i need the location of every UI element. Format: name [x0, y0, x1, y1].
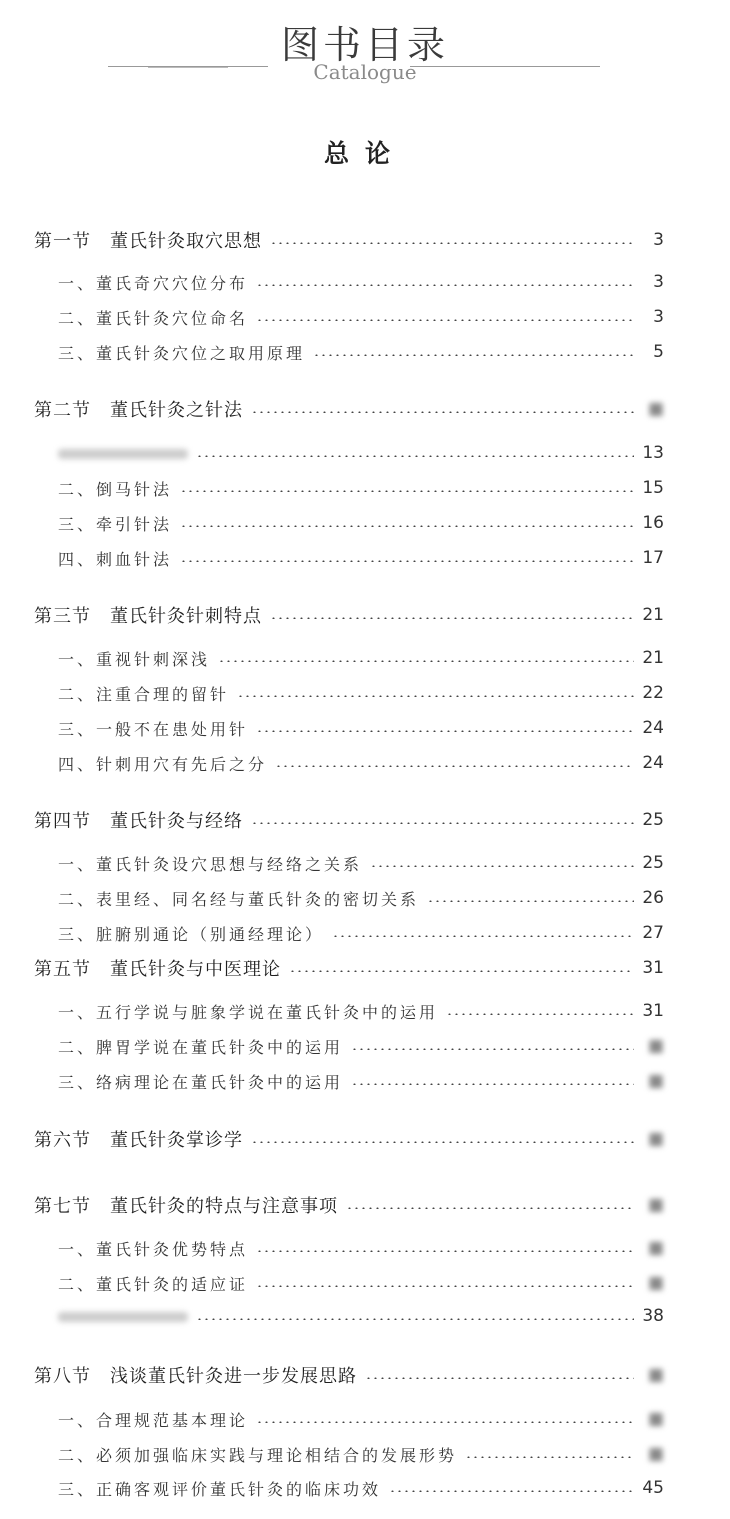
entry-title: 一、董氏针灸优势特点 — [58, 1239, 249, 1259]
entry-title: 一、合理规范基本理论 — [58, 1410, 249, 1430]
page-number: 45 — [642, 1478, 664, 1498]
page-number: ■ — [647, 1409, 664, 1429]
entry-title: 三、牵引针法 — [58, 514, 173, 534]
toc-entry-row — [58, 918, 664, 948]
page-number: ■ — [647, 1071, 664, 1091]
page-number: 3 — [653, 230, 664, 250]
redacted-label — [58, 1312, 188, 1322]
chapter-title: 第五节 董氏针灸与中医理论 — [34, 959, 281, 980]
dot-leader — [270, 242, 634, 244]
toc-entry-row — [58, 748, 664, 778]
entry-title: 一、五行学说与脏象学说在董氏针灸中的运用 — [58, 1002, 439, 1022]
dot-leader — [196, 455, 634, 457]
toc-entry-row — [58, 302, 664, 332]
toc-entry-row — [58, 1404, 664, 1434]
toc-entry-row — [58, 1268, 664, 1298]
dot-leader — [332, 935, 634, 937]
page-number: 17 — [642, 548, 664, 568]
toc-entry-row — [58, 438, 664, 468]
dot-leader — [180, 525, 634, 527]
dot-leader — [251, 411, 634, 413]
toc-chapter-row — [34, 1190, 664, 1220]
toc-entry-row — [58, 1233, 664, 1263]
dot-leader — [270, 617, 634, 619]
dot-leader — [180, 560, 634, 562]
page-number: 5 — [653, 342, 664, 362]
chapter-title: 第三节 董氏针灸针刺特点 — [34, 606, 262, 627]
toc-chapter-row — [34, 953, 664, 983]
dot-leader — [365, 1377, 634, 1379]
page-number: 24 — [642, 753, 664, 773]
chapter-title: 第七节 董氏针灸的特点与注意事项 — [34, 1196, 338, 1217]
page-number: ■ — [647, 1444, 664, 1464]
toc-entry-row — [58, 543, 664, 573]
dot-leader — [251, 822, 634, 824]
page-number: 38 — [642, 1306, 664, 1326]
entry-title — [58, 444, 188, 463]
chapter-title: 第四节 董氏针灸与经络 — [34, 811, 243, 832]
dot-leader — [237, 695, 634, 697]
page-number: 26 — [642, 888, 664, 908]
toc-entry-row — [58, 678, 664, 708]
redacted-label — [58, 449, 188, 459]
toc-chapter-row — [34, 600, 664, 630]
toc-chapter-row — [34, 805, 664, 835]
page-number: 31 — [642, 958, 664, 978]
dot-leader — [351, 1048, 634, 1050]
page-number: 3 — [653, 272, 664, 292]
page-number: 22 — [642, 683, 664, 703]
dot-leader — [351, 1083, 634, 1085]
dot-leader — [465, 1456, 634, 1458]
section-title: 总论 — [323, 139, 406, 168]
dot-leader — [196, 1318, 634, 1320]
dot-leader — [256, 1250, 634, 1252]
toc-entry-row — [58, 883, 664, 913]
chapter-title: 第八节 浅谈董氏针灸进一步发展思路 — [34, 1366, 357, 1387]
page-number: ■ — [647, 1036, 664, 1056]
dot-leader — [256, 1421, 634, 1423]
toc-entry-row — [58, 713, 664, 743]
catalogue-title: 图书目录 — [280, 23, 449, 67]
page-number: ■ — [647, 1365, 664, 1385]
page-number: ■ — [647, 1195, 664, 1215]
entry-title: 四、针刺用穴有先后之分 — [58, 754, 268, 774]
toc-chapter-row — [34, 225, 664, 255]
dot-leader — [370, 865, 634, 867]
dot-leader — [427, 900, 634, 902]
entry-title: 二、脾胃学说在董氏针灸中的运用 — [58, 1037, 344, 1057]
entry-title: 二、必须加强临床实践与理论相结合的发展形势 — [58, 1445, 458, 1465]
chapter-title: 第二节 董氏针灸之针法 — [34, 400, 243, 421]
page-number: 3 — [653, 307, 664, 327]
dot-leader — [256, 319, 634, 321]
entry-title: 四、刺血针法 — [58, 549, 173, 569]
page-number: 31 — [642, 1001, 664, 1021]
toc-entry-row — [58, 996, 664, 1026]
page-number: ■ — [647, 1129, 664, 1149]
toc-chapter-row — [34, 394, 664, 424]
page-number: 25 — [642, 853, 664, 873]
toc-entry-row — [58, 1473, 664, 1503]
toc-entry-row — [58, 1439, 664, 1469]
entry-title: 二、表里经、同名经与董氏针灸的密切关系 — [58, 889, 420, 909]
toc-entry-row — [58, 1066, 664, 1096]
dot-leader — [389, 1490, 634, 1492]
page-number: ■ — [647, 1273, 664, 1293]
dot-leader — [275, 765, 634, 767]
entry-title: 三、正确客观评价董氏针灸的临床功效 — [58, 1479, 382, 1499]
toc-entry-row — [58, 848, 664, 878]
toc-entry-row — [58, 508, 664, 538]
entry-title: 一、重视针刺深浅 — [58, 649, 211, 669]
page-number: 15 — [642, 478, 664, 498]
toc-entry-row — [58, 1031, 664, 1061]
page-number: ■ — [647, 399, 664, 419]
toc-entry-row — [58, 643, 664, 673]
dot-leader — [346, 1207, 634, 1209]
dot-leader — [313, 354, 634, 356]
dot-leader — [180, 490, 634, 492]
entry-title — [58, 1307, 188, 1326]
page-number: 25 — [642, 810, 664, 830]
dot-leader — [256, 1285, 634, 1287]
dot-leader — [256, 730, 634, 732]
page-number: 21 — [642, 648, 664, 668]
entry-title: 三、络病理论在董氏针灸中的运用 — [58, 1072, 344, 1092]
entry-title: 一、董氏奇穴穴位分布 — [58, 273, 249, 293]
entry-title: 三、董氏针灸穴位之取用原理 — [58, 343, 306, 363]
chapter-title: 第六节 董氏针灸掌诊学 — [34, 1130, 243, 1151]
page-number: ■ — [647, 1238, 664, 1258]
entry-title: 三、脏腑别通论（别通经理论） — [58, 924, 325, 944]
page-number: 21 — [642, 605, 664, 625]
page-number: 24 — [642, 718, 664, 738]
dot-leader — [256, 284, 634, 286]
dot-leader — [446, 1013, 634, 1015]
toc-entry-row — [58, 1301, 664, 1331]
chapter-title: 第一节 董氏针灸取穴思想 — [34, 231, 262, 252]
toc-entry-row — [58, 267, 664, 297]
entry-title: 二、董氏针灸的适应证 — [58, 1274, 249, 1294]
toc-entry-row — [58, 337, 664, 367]
entry-title: 三、一般不在患处用针 — [58, 719, 249, 739]
page-number: 27 — [642, 923, 664, 943]
dot-leader — [251, 1141, 634, 1143]
toc-chapter-row — [34, 1124, 664, 1154]
catalogue-subtitle: Catalogue — [313, 60, 417, 84]
dot-leader — [289, 970, 634, 972]
dot-leader — [218, 660, 634, 662]
page-number: 16 — [642, 513, 664, 533]
toc-entry-row — [58, 473, 664, 503]
page-number: 13 — [642, 443, 664, 463]
entry-title: 二、注重合理的留针 — [58, 684, 230, 704]
entry-title: 二、倒马针法 — [58, 479, 173, 499]
toc-chapter-row — [34, 1360, 664, 1390]
entry-title: 一、董氏针灸设穴思想与经络之关系 — [58, 854, 363, 874]
entry-title: 二、董氏针灸穴位命名 — [58, 308, 249, 328]
